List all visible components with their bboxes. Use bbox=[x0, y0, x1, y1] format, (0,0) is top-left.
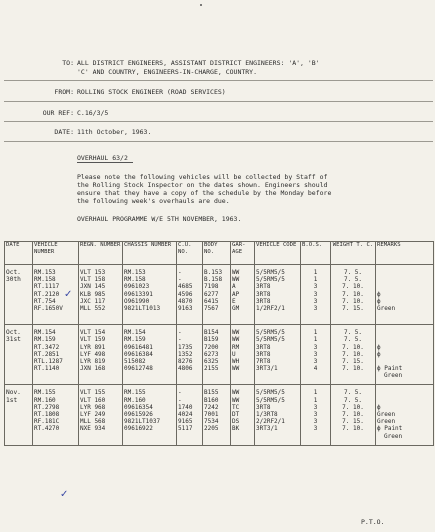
cell-vehicle-number: RM.155 bbox=[33, 385, 79, 397]
ref-value: C.16/3/5 bbox=[77, 109, 109, 117]
table-row bbox=[5, 325, 434, 337]
cell-regn-number: JXC 117 bbox=[79, 298, 123, 305]
cell-regn-number: JXN 168 bbox=[79, 365, 123, 372]
cell-garage: WW bbox=[231, 276, 255, 283]
col-header-remarks: REMARKS bbox=[376, 242, 434, 265]
cell-cu-no: - bbox=[177, 276, 203, 283]
cell-bos: 3 bbox=[301, 404, 331, 411]
cell-weight: 7. 5. bbox=[331, 385, 376, 397]
cell-garage: AP bbox=[231, 291, 255, 298]
col-header-garage: GAR- AGE bbox=[231, 242, 255, 265]
cell-bos: 1 bbox=[301, 325, 331, 337]
cell-weight: 7. 10. bbox=[331, 425, 376, 432]
cell-cu-no: - bbox=[177, 397, 203, 404]
cell-body-no: B154 bbox=[203, 325, 231, 337]
cell-vehicle-number: RT.1117 bbox=[33, 283, 79, 290]
cell-vehicle-number: RM.153 bbox=[33, 265, 79, 277]
cell-chassis-number: RM.155 bbox=[123, 385, 177, 397]
cell-remarks bbox=[376, 385, 434, 397]
cell-body-no: 7242 bbox=[203, 404, 231, 411]
cell-remarks: Green bbox=[376, 305, 434, 312]
cell-weight: 7. 5. bbox=[331, 276, 376, 283]
date-cell: Oct. bbox=[5, 265, 33, 277]
cell-vehicle-number: RT.2120 bbox=[33, 291, 79, 298]
cell-cu-no: - bbox=[177, 336, 203, 343]
col-header-regn-number: REGN. NUMBER bbox=[79, 242, 123, 265]
cell-weight: 7. 15. bbox=[331, 418, 376, 425]
cell-body-no: B160 bbox=[203, 397, 231, 404]
cell-vehicle-number: RT.1140 bbox=[33, 365, 79, 372]
cell-body-no: B155 bbox=[203, 385, 231, 397]
date-cell bbox=[5, 411, 33, 418]
ref-rule bbox=[4, 121, 433, 122]
date-cell: 30th bbox=[5, 276, 33, 283]
cell-body-no: 6273 bbox=[203, 351, 231, 358]
cell-garage: WW bbox=[231, 336, 255, 343]
col-header-weight: WEIGHT T. C. bbox=[331, 242, 376, 265]
cell-bos: 3 bbox=[301, 418, 331, 425]
cell-garage: E bbox=[231, 298, 255, 305]
date-cell bbox=[5, 418, 33, 425]
cell-chassis-number: 09613391 bbox=[123, 291, 177, 298]
cell-cu-no: 4685 bbox=[177, 283, 203, 290]
cell-vehicle-code: 3RT8 bbox=[255, 404, 301, 411]
cell-regn-number: VLT 154 bbox=[79, 325, 123, 337]
cell-garage: DT bbox=[231, 411, 255, 418]
cell-remarks bbox=[376, 283, 434, 290]
cell-vehicle-number: RF.1650V bbox=[33, 305, 79, 312]
check-mark-icon: ✓ bbox=[60, 489, 69, 500]
paragraph-line-4: the following week's overhauls are due. bbox=[77, 197, 230, 205]
cell-body-no: 2155 bbox=[203, 365, 231, 372]
paragraph-line-1: Please note the following vehicles will be collected by Staff of bbox=[77, 173, 328, 181]
cell-remarks: ϕ bbox=[376, 298, 434, 305]
cell-vehicle-number: RF.181C bbox=[33, 418, 79, 425]
cell-body-no: 7001 bbox=[203, 411, 231, 418]
cell-chassis-number: 09616384 bbox=[123, 351, 177, 358]
cell-chassis-number: O961990 bbox=[123, 298, 177, 305]
to-label: TO: bbox=[62, 59, 74, 67]
cell-vehicle-code: 3RT8 bbox=[255, 298, 301, 305]
date-cell bbox=[5, 351, 33, 358]
cell-vehicle-number: RT.754 bbox=[33, 298, 79, 305]
cell-garage: WW bbox=[231, 325, 255, 337]
cell-vehicle-code: 3RT3/1 bbox=[255, 425, 301, 432]
cell-body-no: 2205 bbox=[203, 425, 231, 432]
cell-vehicle-number: RM.159 bbox=[33, 336, 79, 343]
cell-cu-no: 9165 bbox=[177, 418, 203, 425]
cell-cu-no: 4806 bbox=[177, 365, 203, 372]
cell-vehicle-number: RTL.1287 bbox=[33, 358, 79, 365]
date-cell bbox=[5, 365, 33, 372]
cell-regn-number: LYR 891 bbox=[79, 344, 123, 351]
cell-regn-number: JXN 145 bbox=[79, 283, 123, 290]
cell-weight: 7. 10. bbox=[331, 365, 376, 372]
cell-garage: A bbox=[231, 283, 255, 290]
cell-regn-number: VLT 160 bbox=[79, 397, 123, 404]
cell-regn-number: LYF 498 bbox=[79, 351, 123, 358]
cell-bos: 3 bbox=[301, 411, 331, 418]
date-value: 11th October, 1963. bbox=[77, 128, 152, 136]
cell-regn-number: LYF 249 bbox=[79, 411, 123, 418]
cell-body-no: B.158 bbox=[203, 276, 231, 283]
cell-body-no: 7198 bbox=[203, 283, 231, 290]
cell-bos: 1 bbox=[301, 397, 331, 404]
col-header-bos: B.O.S. bbox=[301, 242, 331, 265]
cell-cu-no: 4024 bbox=[177, 411, 203, 418]
cell-chassis-number: 09616481 bbox=[123, 344, 177, 351]
cell-remarks: ϕ bbox=[376, 344, 434, 351]
subject: OVERHAUL 63/2 bbox=[77, 154, 128, 162]
cell-regn-number: VLT 158 bbox=[79, 276, 123, 283]
cell-bos: 3 bbox=[301, 305, 331, 312]
cell-vehicle-number: RM.154 bbox=[33, 325, 79, 337]
date-cell bbox=[5, 283, 33, 290]
cell-remarks: ϕ Paint bbox=[376, 425, 434, 432]
cell-remarks bbox=[376, 336, 434, 343]
table-header-row bbox=[5, 242, 434, 265]
cell-remarks: Green bbox=[376, 411, 434, 418]
paragraph-line-3: ensure that they have a copy of the schedule by the Monday before bbox=[77, 189, 332, 197]
table-row bbox=[5, 336, 434, 343]
cell-vehicle-number: RT.2798 bbox=[33, 404, 79, 411]
cell-chassis-number: RM.159 bbox=[123, 336, 177, 343]
cell-bos: 3 bbox=[301, 358, 331, 365]
cell-bos: 3 bbox=[301, 283, 331, 290]
programme-title: OVERHAUL PROGRAMME W/E 5TH NOVEMBER, 1963. bbox=[77, 215, 242, 223]
table-row bbox=[5, 418, 434, 425]
cell-vehicle-code: 3RT8 bbox=[255, 283, 301, 290]
date-cell bbox=[5, 344, 33, 351]
cell-weight: 7. 10. bbox=[331, 404, 376, 411]
table-row bbox=[5, 265, 434, 277]
cell-bos: 1 bbox=[301, 336, 331, 343]
table-row bbox=[5, 404, 434, 411]
cell-chassis-number: 0961023 bbox=[123, 283, 177, 290]
date-cell bbox=[5, 404, 33, 411]
cell-chassis-number: RM.160 bbox=[123, 397, 177, 404]
cell-remarks bbox=[376, 325, 434, 337]
date-cell bbox=[5, 358, 33, 365]
cell-garage: GM bbox=[231, 305, 255, 312]
cell-bos: 3 bbox=[301, 344, 331, 351]
col-header-chassis-number: CHASSIS NUMBER bbox=[123, 242, 177, 265]
cell-body-no: 6277 bbox=[203, 291, 231, 298]
header-rule bbox=[4, 80, 433, 81]
date-cell: 31st bbox=[5, 336, 33, 343]
cell-body-no: 6415 bbox=[203, 298, 231, 305]
cell-weight: 7. 5. bbox=[331, 325, 376, 337]
cell-regn-number: LYR 968 bbox=[79, 404, 123, 411]
cell-cu-no: - bbox=[177, 265, 203, 277]
cell-garage: WW bbox=[231, 265, 255, 277]
cell-vehicle-code: 3RT3/1 bbox=[255, 365, 301, 372]
paragraph-line-2: the Rolling Stock Inspector on the dates shown. Engineers should bbox=[77, 181, 328, 189]
cell-remarks bbox=[376, 276, 434, 283]
cell-weight: 7. 10. bbox=[331, 344, 376, 351]
cell-chassis-number: RM.154 bbox=[123, 325, 177, 337]
cell-regn-number: VLT 153 bbox=[79, 265, 123, 277]
cell-vehicle-number: RT.1808 bbox=[33, 411, 79, 418]
from-label: FROM: bbox=[54, 88, 74, 96]
date-cell bbox=[5, 305, 33, 312]
col-header-cu-no: C.U. NO. bbox=[177, 242, 203, 265]
cell-vehicle-code: 5/5RM5/5 bbox=[255, 325, 301, 337]
cell-body-no: 7567 bbox=[203, 305, 231, 312]
cell-vehicle-code: 3RT8 bbox=[255, 351, 301, 358]
cell-chassis-number: 09616922 bbox=[123, 425, 177, 432]
to-line-1: ALL DISTRICT ENGINEERS, ASSISTANT DISTRICT ENGINEERS: 'A', 'B' bbox=[77, 59, 320, 67]
cell-regn-number: LYR 819 bbox=[79, 358, 123, 365]
cell-remarks: ϕ bbox=[376, 351, 434, 358]
cell-chassis-number: 9821LT1037 bbox=[123, 418, 177, 425]
cell-bos: 3 bbox=[301, 298, 331, 305]
cell-cu-no: 4870 bbox=[177, 298, 203, 305]
table-row bbox=[5, 397, 434, 404]
cell-vehicle-code: 5/5RM5/5 bbox=[255, 336, 301, 343]
table-row bbox=[5, 305, 434, 312]
cell-garage: WW bbox=[231, 397, 255, 404]
table-row bbox=[5, 358, 434, 365]
cell-vehicle-code: 1/3RT8 bbox=[255, 411, 301, 418]
date-cell bbox=[5, 291, 33, 298]
cell-regn-number: MLL 568 bbox=[79, 418, 123, 425]
check-mark-icon: ✓ bbox=[64, 289, 73, 300]
cell-body-no: B159 bbox=[203, 336, 231, 343]
cell-weight: 7. 15. bbox=[331, 358, 376, 365]
cell-chassis-number: 9821LT1013 bbox=[123, 305, 177, 312]
cell-remarks bbox=[376, 265, 434, 277]
date-rule bbox=[4, 141, 433, 142]
col-header-vehicle-code: VEHICLE CODE bbox=[255, 242, 301, 265]
cell-regn-number: VLT 155 bbox=[79, 385, 123, 397]
cell-weight: 7. 10. bbox=[331, 298, 376, 305]
table-row bbox=[5, 372, 434, 385]
cell-bos: 1 bbox=[301, 276, 331, 283]
cell-bos: 4 bbox=[301, 365, 331, 372]
ref-label: OUR REF: bbox=[42, 109, 74, 117]
cell-vehicle-code: 5/5RM5/5 bbox=[255, 276, 301, 283]
cell-weight: 7. 5. bbox=[331, 397, 376, 404]
cell-body-no: 7534 bbox=[203, 418, 231, 425]
cell-vehicle-number: RM.158 bbox=[33, 276, 79, 283]
cell-cu-no: 5117 bbox=[177, 425, 203, 432]
cell-remarks: Green bbox=[376, 372, 434, 385]
cell-regn-number: VLT 159 bbox=[79, 336, 123, 343]
cell-remarks: ϕ Paint bbox=[376, 365, 434, 372]
cell-chassis-number: RM.153 bbox=[123, 265, 177, 277]
cell-weight: 7. 5. bbox=[331, 265, 376, 277]
cell-vehicle-number: RT.3472 bbox=[33, 344, 79, 351]
cell-chassis-number: RM.158 bbox=[123, 276, 177, 283]
cell-regn-number: KLB 985 bbox=[79, 291, 123, 298]
from-value: ROLLING STOCK ENGINEER (ROAD SERVICES) bbox=[77, 88, 226, 96]
cell-vehicle-number: RT.2851 bbox=[33, 351, 79, 358]
cell-bos: 3 bbox=[301, 291, 331, 298]
group-separator-row bbox=[5, 312, 434, 325]
cell-chassis-number: 515082 bbox=[123, 358, 177, 365]
cell-vehicle-code: 1/2RF2/1 bbox=[255, 305, 301, 312]
cell-remarks: ϕ bbox=[376, 291, 434, 298]
cell-vehicle-code: 3RT8 bbox=[255, 291, 301, 298]
cell-vehicle-code: 3RT8 bbox=[255, 344, 301, 351]
cell-garage: WW bbox=[231, 385, 255, 397]
cell-regn-number: NXE 934 bbox=[79, 425, 123, 432]
cell-chassis-number: 09612748 bbox=[123, 365, 177, 372]
cell-body-no: 6325 bbox=[203, 358, 231, 365]
cell-vehicle-number: RM.160 bbox=[33, 397, 79, 404]
cell-weight: 7. 5. bbox=[331, 336, 376, 343]
cell-bos: 1 bbox=[301, 265, 331, 277]
date-cell bbox=[5, 298, 33, 305]
pto-note: P.T.O. bbox=[361, 518, 385, 526]
cell-bos: 3 bbox=[301, 425, 331, 432]
cell-weight: 7. 15. bbox=[331, 305, 376, 312]
date-cell: 1st bbox=[5, 397, 33, 404]
cell-regn-number: MLL 552 bbox=[79, 305, 123, 312]
cell-garage: DS bbox=[231, 418, 255, 425]
date-cell bbox=[5, 425, 33, 432]
from-rule bbox=[4, 101, 433, 102]
cell-remarks: ϕ bbox=[376, 404, 434, 411]
cell-vehicle-code: 2/2RF2/1 bbox=[255, 418, 301, 425]
table-row bbox=[5, 433, 434, 446]
date-cell: Oct. bbox=[5, 325, 33, 337]
cell-cu-no: 4596 bbox=[177, 291, 203, 298]
col-header-vehicle-number: VEHICLE NUMBER bbox=[33, 242, 79, 265]
to-line-2: 'C' AND COUNTRY, ENGINEERS-IN-CHARGE, COUNTRY. bbox=[77, 68, 258, 76]
cell-weight: 7. 10. bbox=[331, 411, 376, 418]
cell-remarks: Green bbox=[376, 418, 434, 425]
table-row bbox=[5, 276, 434, 283]
cell-bos: 3 bbox=[301, 351, 331, 358]
col-header-date: DATE bbox=[5, 242, 33, 265]
cell-cu-no: 9163 bbox=[177, 305, 203, 312]
cell-garage: WH bbox=[231, 358, 255, 365]
cell-remarks: Green bbox=[376, 433, 434, 446]
cell-garage: TC bbox=[231, 404, 255, 411]
table-row bbox=[5, 411, 434, 418]
cell-vehicle-code: 7RT8 bbox=[255, 358, 301, 365]
cell-cu-no: 8276 bbox=[177, 358, 203, 365]
cell-body-no: 7200 bbox=[203, 344, 231, 351]
cell-vehicle-code: 5/5RM5/5 bbox=[255, 385, 301, 397]
cell-bos: 1 bbox=[301, 385, 331, 397]
cell-cu-no: - bbox=[177, 325, 203, 337]
cell-chassis-number: 09616354 bbox=[123, 404, 177, 411]
table-row bbox=[5, 365, 434, 372]
cell-garage: U bbox=[231, 351, 255, 358]
cell-weight: 7. 10. bbox=[331, 291, 376, 298]
cell-garage: BK bbox=[231, 425, 255, 432]
cell-cu-no: - bbox=[177, 385, 203, 397]
subject-underline bbox=[77, 162, 133, 163]
punch-mark bbox=[200, 4, 202, 6]
table-row bbox=[5, 344, 434, 351]
cell-vehicle-number: RT.4270 bbox=[33, 425, 79, 432]
cell-vehicle-code: 5/5RM5/5 bbox=[255, 397, 301, 404]
table-row bbox=[5, 425, 434, 432]
cell-cu-no: 1352 bbox=[177, 351, 203, 358]
table-row bbox=[5, 385, 434, 397]
cell-vehicle-code: 5/5RM5/5 bbox=[255, 265, 301, 277]
cell-chassis-number: 09615926 bbox=[123, 411, 177, 418]
cell-remarks bbox=[376, 358, 434, 365]
cell-cu-no: 1740 bbox=[177, 404, 203, 411]
date-cell: Nov. bbox=[5, 385, 33, 397]
table-row bbox=[5, 351, 434, 358]
cell-weight: 7. 10. bbox=[331, 351, 376, 358]
cell-garage: RM bbox=[231, 344, 255, 351]
cell-garage: WW bbox=[231, 365, 255, 372]
cell-body-no: B.153 bbox=[203, 265, 231, 277]
col-header-body-no: BODY NO. bbox=[203, 242, 231, 265]
date-label: DATE: bbox=[54, 128, 74, 136]
cell-weight: 7. 10. bbox=[331, 283, 376, 290]
cell-cu-no: 1735 bbox=[177, 344, 203, 351]
overhaul-schedule-table bbox=[4, 241, 434, 446]
cell-remarks bbox=[376, 397, 434, 404]
